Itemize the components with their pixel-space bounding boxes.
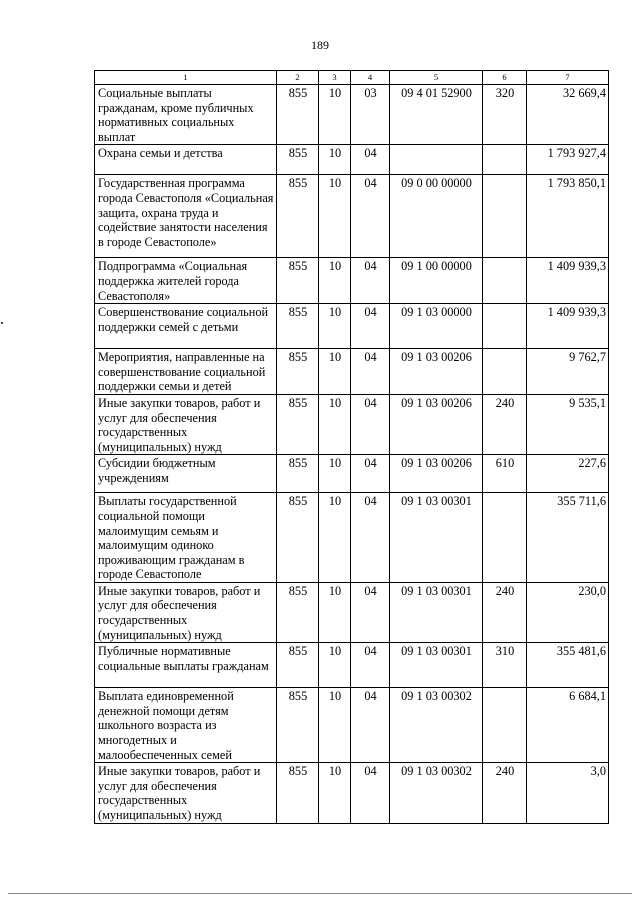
table-row: [95, 258, 609, 304]
section-cell: 10: [319, 582, 351, 642]
amount-cell: 355 711,6: [527, 493, 609, 583]
section-cell: 10: [319, 145, 351, 175]
table-row: [95, 455, 609, 493]
header-cell: 3: [319, 71, 351, 85]
header-cell: 7: [527, 71, 609, 85]
subsection-cell: 04: [351, 175, 390, 258]
target-article-cell: [390, 145, 483, 175]
item-name-cell: Мероприятия, направленные на совершенствование социальной поддержки семьи и детей: [95, 349, 277, 395]
ministry-code-cell: 855: [277, 175, 319, 258]
subsection-cell: 04: [351, 455, 390, 493]
item-name-cell: Иные закупки товаров, работ и услуг для обеспечения государственных (муниципальных) нужд: [95, 763, 277, 823]
table-row: [95, 304, 609, 349]
table-row: [95, 582, 609, 642]
section-cell: 10: [319, 175, 351, 258]
bottom-rule: [8, 893, 632, 894]
target-article-cell: 09 1 03 00302: [390, 688, 483, 763]
table-row: [95, 394, 609, 454]
header-cell: 2: [277, 71, 319, 85]
ministry-code-cell: 855: [277, 394, 319, 454]
item-name-cell: Выплаты государственной социальной помощи малоимущим семьям и малоимущим одиноко проживающим гражданам в городе Севастополе: [95, 493, 277, 583]
section-cell: 10: [319, 643, 351, 688]
target-article-cell: 09 1 03 00206: [390, 349, 483, 395]
expense-type-cell: 310: [483, 643, 527, 688]
amount-cell: 9 762,7: [527, 349, 609, 395]
item-name-cell: Выплата единовременной денежной помощи детям школьного возраста из многодетных и малообеспеченных семей: [95, 688, 277, 763]
table-row: [95, 175, 609, 258]
expense-type-cell: [483, 493, 527, 583]
ministry-code-cell: 855: [277, 643, 319, 688]
table-row: [95, 688, 609, 763]
subsection-cell: 04: [351, 394, 390, 454]
section-cell: 10: [319, 304, 351, 349]
table-row: [95, 643, 609, 688]
target-article-cell: 09 0 00 00000: [390, 175, 483, 258]
section-cell: 10: [319, 85, 351, 145]
subsection-cell: 04: [351, 763, 390, 823]
header-cell: 4: [351, 71, 390, 85]
ministry-code-cell: 855: [277, 85, 319, 145]
amount-cell: 355 481,6: [527, 643, 609, 688]
expense-type-cell: [483, 258, 527, 304]
subsection-cell: 04: [351, 304, 390, 349]
target-article-cell: 09 4 01 52900: [390, 85, 483, 145]
item-name-cell: Субсидии бюджетным учреждениям: [95, 455, 277, 493]
subsection-cell: 03: [351, 85, 390, 145]
table-row: [95, 349, 609, 395]
item-name-cell: Государственная программа города Севастополя «Социальная защита, охрана труда и содействие занятости населения в городе Севастополе»: [95, 175, 277, 258]
section-cell: 10: [319, 258, 351, 304]
ministry-code-cell: 855: [277, 349, 319, 395]
ministry-code-cell: 855: [277, 763, 319, 823]
table-row: [95, 763, 609, 823]
table-row: [95, 493, 609, 583]
item-name-cell: Иные закупки товаров, работ и услуг для обеспечения государственных (муниципальных) нужд: [95, 394, 277, 454]
item-name-cell: Иные закупки товаров, работ и услуг для обеспечения государственных (муниципальных) нужд: [95, 582, 277, 642]
target-article-cell: 09 1 03 00302: [390, 763, 483, 823]
ministry-code-cell: 855: [277, 145, 319, 175]
subsection-cell: 04: [351, 643, 390, 688]
amount-cell: 1 793 850,1: [527, 175, 609, 258]
ministry-code-cell: 855: [277, 493, 319, 583]
amount-cell: 1 409 939,3: [527, 258, 609, 304]
subsection-cell: 04: [351, 258, 390, 304]
expense-type-cell: 240: [483, 582, 527, 642]
item-name-cell: Социальные выплаты гражданам, кроме публичных нормативных социальных выплат: [95, 85, 277, 145]
amount-cell: 227,6: [527, 455, 609, 493]
ministry-code-cell: 855: [277, 688, 319, 763]
ministry-code-cell: 855: [277, 582, 319, 642]
table-row: [95, 145, 609, 175]
item-name-cell: Совершенствование социальной поддержки семей с детьми: [95, 304, 277, 349]
header-cell: 6: [483, 71, 527, 85]
section-cell: 10: [319, 455, 351, 493]
target-article-cell: 09 1 03 00206: [390, 455, 483, 493]
expense-type-cell: 610: [483, 455, 527, 493]
ministry-code-cell: 855: [277, 304, 319, 349]
expense-type-cell: 240: [483, 763, 527, 823]
section-cell: 10: [319, 349, 351, 395]
item-name-cell: Охрана семьи и детства: [95, 145, 277, 175]
expense-type-cell: [483, 175, 527, 258]
target-article-cell: 09 1 00 00000: [390, 258, 483, 304]
expense-type-cell: 240: [483, 394, 527, 454]
target-article-cell: 09 1 03 00000: [390, 304, 483, 349]
ministry-code-cell: 855: [277, 455, 319, 493]
page-number: 189: [311, 38, 329, 52]
table-header-row: [95, 71, 609, 85]
ministry-code-cell: 855: [277, 258, 319, 304]
amount-cell: 1 793 927,4: [527, 145, 609, 175]
amount-cell: 3,0: [527, 763, 609, 823]
expense-type-cell: [483, 304, 527, 349]
item-name-cell: Публичные нормативные социальные выплаты гражданам: [95, 643, 277, 688]
subsection-cell: 04: [351, 582, 390, 642]
budget-table: [94, 70, 609, 824]
section-cell: 10: [319, 688, 351, 763]
subsection-cell: 04: [351, 145, 390, 175]
amount-cell: 1 409 939,3: [527, 304, 609, 349]
subsection-cell: 04: [351, 688, 390, 763]
table-row: [95, 85, 609, 145]
expense-type-cell: [483, 688, 527, 763]
expense-type-cell: 320: [483, 85, 527, 145]
header-cell: 1: [95, 71, 277, 85]
section-cell: 10: [319, 763, 351, 823]
expense-type-cell: [483, 349, 527, 395]
amount-cell: 32 669,4: [527, 85, 609, 145]
item-name-cell: Подпрограмма «Социальная поддержка жителей города Севастополя»: [95, 258, 277, 304]
section-cell: 10: [319, 493, 351, 583]
amount-cell: 9 535,1: [527, 394, 609, 454]
subsection-cell: 04: [351, 493, 390, 583]
target-article-cell: 09 1 03 00301: [390, 493, 483, 583]
target-article-cell: 09 1 03 00206: [390, 394, 483, 454]
target-article-cell: 09 1 03 00301: [390, 582, 483, 642]
amount-cell: 6 684,1: [527, 688, 609, 763]
section-cell: 10: [319, 394, 351, 454]
header-cell: 5: [390, 71, 483, 85]
subsection-cell: 04: [351, 349, 390, 395]
expense-type-cell: [483, 145, 527, 175]
margin-mark: [1, 322, 3, 324]
amount-cell: 230,0: [527, 582, 609, 642]
target-article-cell: 09 1 03 00301: [390, 643, 483, 688]
